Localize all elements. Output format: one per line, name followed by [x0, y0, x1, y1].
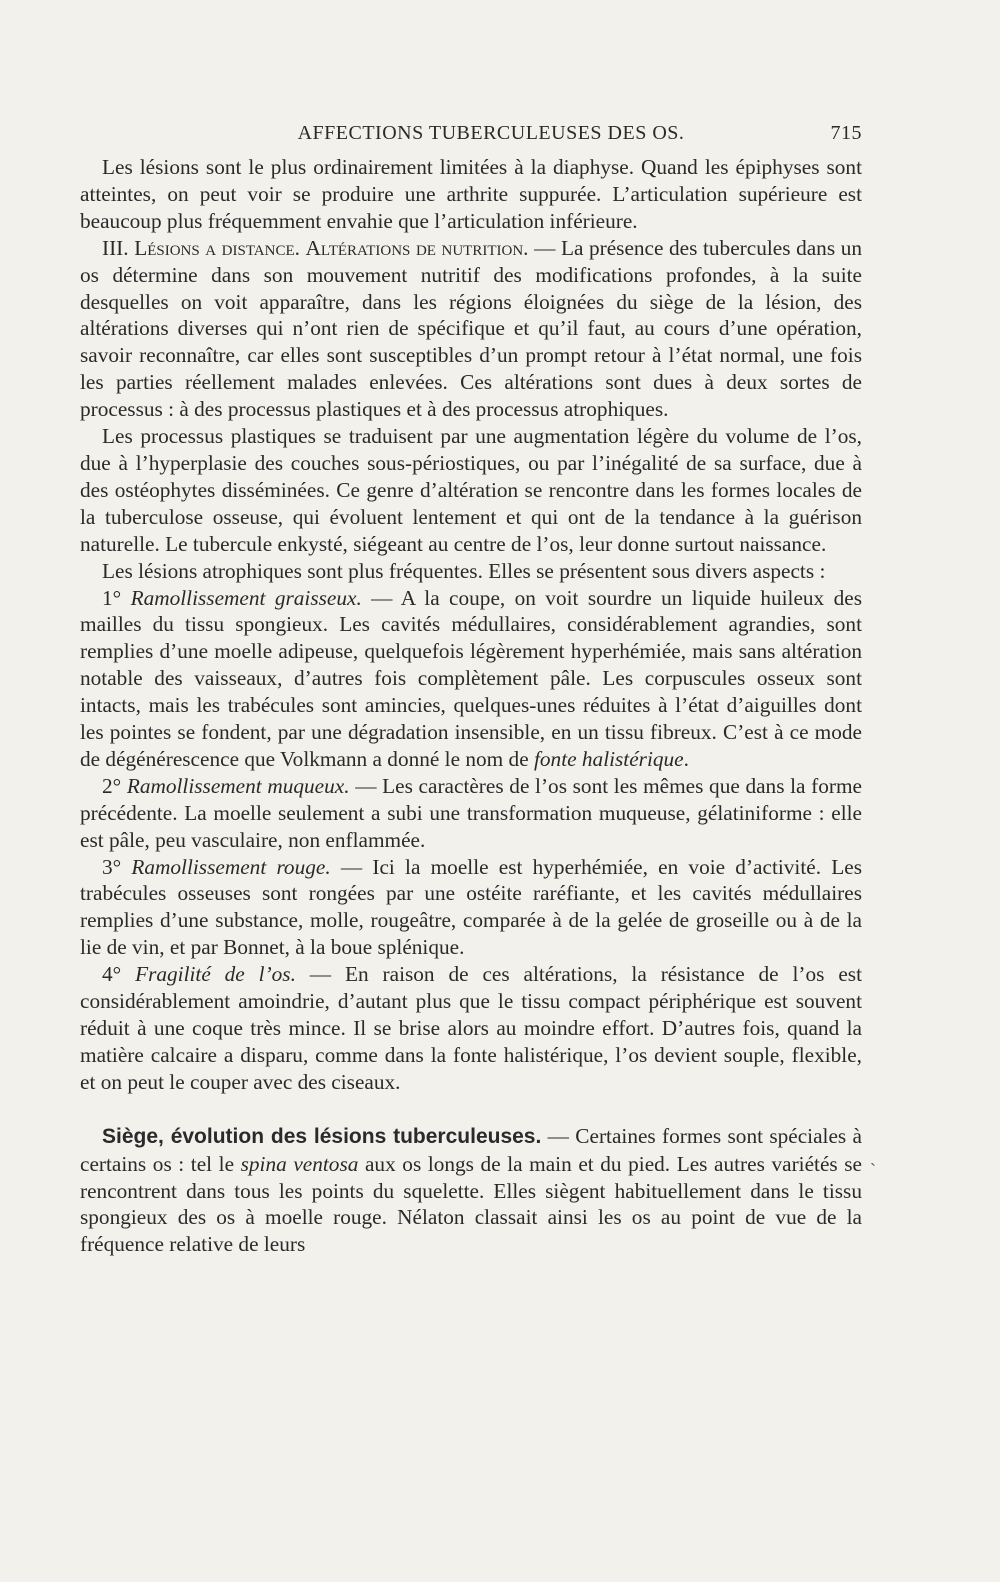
paragraph-7 — [80, 854, 862, 962]
section-numeral: III. — [102, 235, 135, 260]
body-text — [80, 154, 862, 1258]
item-number: 4° — [102, 962, 136, 987]
paragraph-9 — [80, 1123, 862, 1259]
section-heading-a: Lésions a distance. — [134, 235, 300, 260]
running-header — [80, 120, 862, 146]
item-number: 1° — [102, 585, 131, 610]
paragraph-2 — [80, 235, 862, 423]
paragraph-6-body: — Les caractères de l’os sont les mêmes que dans la forme précédente. La moelle seulement a subi une transformation muqueuse, gélatiniforme : elle est pâle, peu vasculaire, non enflammée. — [80, 773, 863, 852]
paragraph-9-body-a: — Certaines formes sont spéciales à certains os : tel le — [80, 1123, 862, 1176]
paragraph-3: Les processus plastiques se traduisent par une augmentation légère du volume de l’os, due à l’hyperplasie des couches sous-périostiques, ou par l’inégalité de sa surface, due à des ostéophytes disséminées. Ce genre d’altération se rencontre dans les formes locales de la tuberculose osseuse, qui évoluent lentement et qui ont de la tendance à la guérison naturelle. Le tubercule enkysté, siégeant au centre de l’os, leur donne surtout naissance. — [80, 424, 862, 556]
paragraph-8 — [80, 961, 862, 1096]
italic-term: fonte halistérique — [533, 746, 684, 771]
paragraph-5-body-b: . — [683, 746, 689, 771]
paragraph-9-body-b: aux os longs de la main et du pied. Les autres variétés se rencontrent dans tous les points du squelette. Elles siègent habituellement dans le tissu spongieux des os à moelle rouge. Nélaton classait ainsi les os au point de vue de la fréquence relative de leurs — [80, 1151, 862, 1257]
section-heading-b: Altérations de nutrition. — [305, 235, 529, 260]
paragraph-1: Les lésions sont le plus ordinairement limitées à la diaphyse. Quand les épiphyses sont atteintes, on peut voir se produire une arthrite suppurée. L’articulation supérieure est beaucoup plus fréquemment envahie que l’articulation inférieure. — [80, 155, 862, 233]
section-gap — [80, 1096, 862, 1123]
page-number: 715 — [830, 122, 862, 144]
paragraph-6 — [80, 773, 862, 854]
header-title: AFFECTIONS TUBERCULEUSES DES OS. — [297, 122, 685, 144]
paragraph-8-body: — En raison de ces altérations, la résistance de l’os est considérablement amoindrie, d’autant plus que le tissu compact périphérique est souvent réduit à une coque très mince. Il se brise alors au moindre effort. D’autres fois, quand la matière calcaire a disparu, comme dans la fonte halistérique, l’os devient souple, flexible, et on peut le couper avec des ciseaux. — [80, 962, 863, 1094]
item-number: 2° — [102, 773, 127, 798]
item-title: Ramollissement rouge. — [131, 854, 331, 879]
item-number: 3° — [102, 854, 132, 879]
paragraph-7-body: — Ici la moelle est hyperhémiée, en voie d’activité. Les trabécules osseuses sont rongées par une ostéite raréfiante, et les cavités médullaires remplies d’une substance, molle, rougeâtre, comparée à de la gelée de groseille ou à de la lie de vin, et par Bonnet, à la boue splénique. — [80, 854, 862, 960]
italic-term: spina ventosa — [240, 1151, 359, 1176]
subsection-heading: Siège, évolution des lésions tuberculeuses. — [102, 1124, 542, 1148]
item-title: Ramollissement muqueux. — [126, 773, 350, 798]
margin-mark: ˏ — [870, 1146, 876, 1166]
paragraph-5 — [80, 585, 862, 773]
paragraph-4: Les lésions atrophiques sont plus fréquentes. Elles se présentent sous divers aspects : — [102, 558, 826, 583]
item-title: Fragilité de l’os. — [135, 962, 296, 987]
item-title: Ramollissement graisseux. — [130, 585, 362, 610]
paragraph-5-body-a: — A la coupe, on voit sourdre un liquide huileux des mailles du tissu spongieux. Les cavités médullaires, considérablement agrandies, sont remplies d’une moelle adipeuse, quelquefois légèrement hyperhémiée, mais sans altération notable des vaisseaux, d’autres fois complètement pâle. Les corpuscules osseux sont intacts, mais les trabécules sont amincies, quelques-unes réduites à l’état d’aiguilles dont les pointes se fondent, par une dégradation insensible, en un tissu fibreux. C’est à ce mode de dégénérescence que Volkmann a donné le nom de — [80, 585, 862, 771]
paragraph-2-body: — La présence des tubercules dans un os détermine dans son mouvement nutritif des modifications profondes, à la suite desquelles on voit apparaître, dans les régions éloignées du siège de la lésion, des altérations diverses qui n’ont rien de spécifique et qu’il faut, au cours d’une opération, savoir reconnaître, car elles sont susceptibles d’un prompt retour à l’état normal, une fois les parties réellement malades enlevées. Ces altérations sont dues à deux sortes de processus : à des processus plastiques et à des processus atrophiques. — [80, 235, 862, 422]
